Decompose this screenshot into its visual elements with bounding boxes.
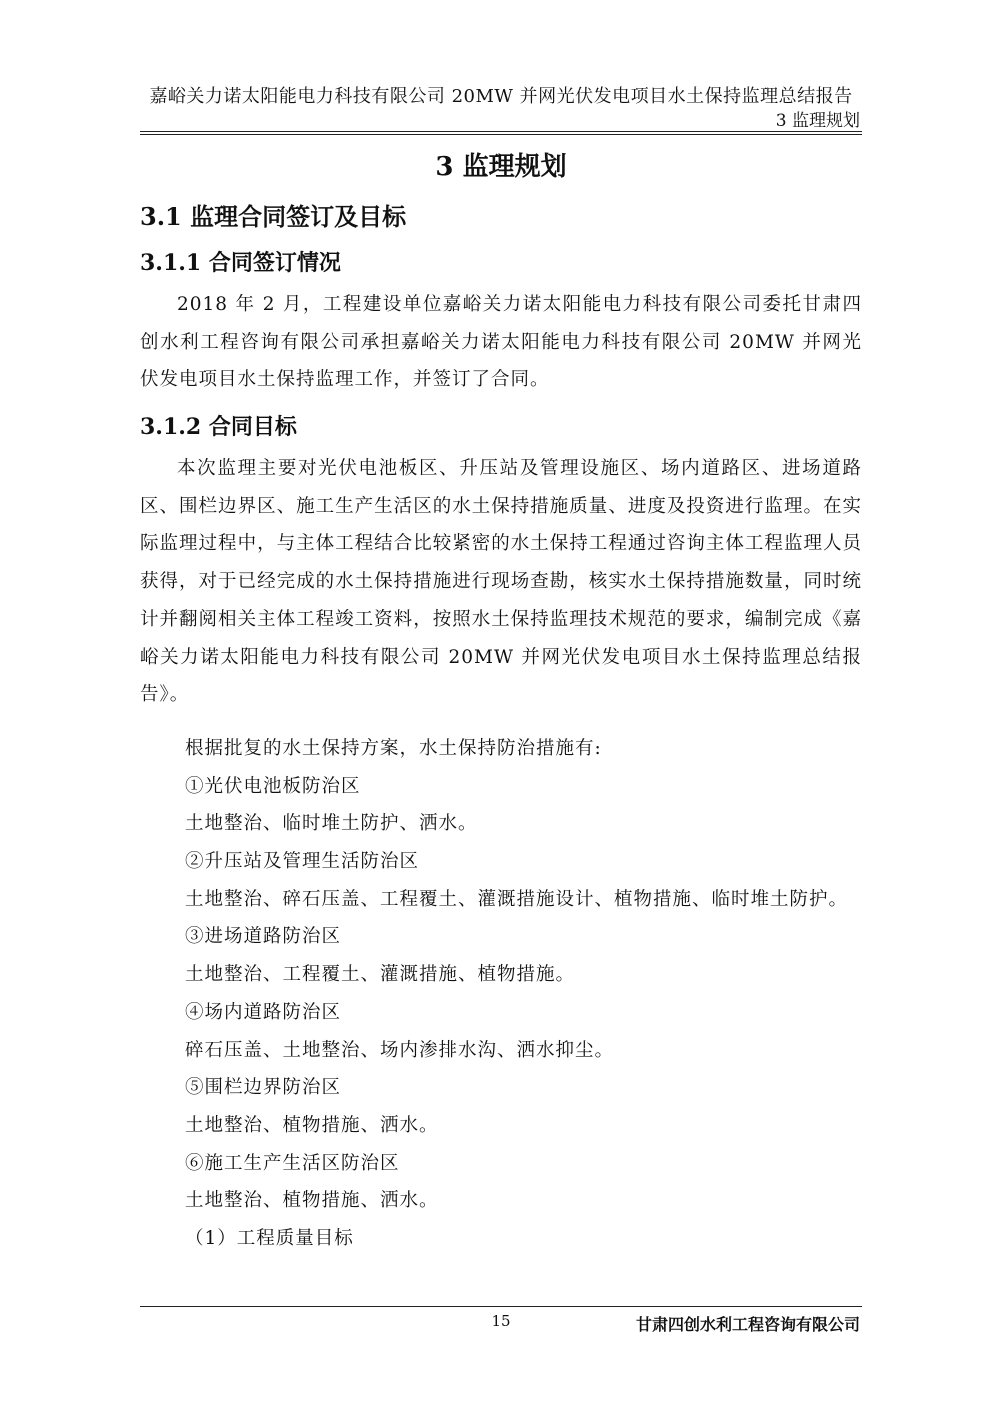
header-divider-thin	[140, 134, 862, 135]
contract-objective-paragraph: 本次监理主要对光伏电池板区、升压站及管理设施区、场内道路区、进场道路区、围栏边界区、施工生产生活区的水土保持措施质量、进度及投资进行监理。在实际监理过程中，与主体工程结合比较紧密的水土保持工程通过咨询主体工程监理人员获得，对于已经完成的水土保持措施进行现场查勘，核实水土保持措施数量，同时统计并翻阅相关主体工程竣工资料，按照水土保持监理技术规范的要求，编制完成《嘉峪关力诺太阳能电力科技有限公司 20MW 并网光伏发电项目水土保持监理总结报告》。	[140, 458, 862, 706]
list-item: （1）工程质量目标	[185, 1227, 354, 1249]
measures-list	[140, 730, 862, 1258]
running-header-chapter: 3 监理规划	[775, 111, 860, 131]
list-item: ③进场道路防治区	[185, 926, 342, 948]
list-item: 碎石压盖、土地整治、场内渗排水沟、洒水抑尘。	[185, 1039, 615, 1061]
list-item: ②升压站及管理生活防治区	[185, 851, 420, 873]
list-item: 土地整治、植物措施、洒水。	[185, 1190, 439, 1212]
list-item: 土地整治、临时堆土防护、洒水。	[185, 813, 478, 835]
list-item: 土地整治、碎石压盖、工程覆土、灌溉措施设计、植物措施、临时堆土防护。	[185, 888, 849, 910]
list-item: 根据批复的水土保持方案，水土保持防治措施有:	[185, 738, 602, 759]
list-item: ⑥施工生产生活区防治区	[185, 1152, 400, 1174]
list-item: ⑤围栏边界防治区	[185, 1077, 342, 1099]
contract-signing-paragraph: 2018 年 2 月，工程建设单位嘉峪关力诺太阳能电力科技有限公司委托甘肃四创水利工程咨询有限公司承担嘉峪关力诺太阳能电力科技有限公司 20MW 并网光伏发电项目水土保持监理工作，并签订了合同。	[140, 294, 862, 391]
list-item: ①光伏电池板防治区	[185, 775, 361, 797]
running-header-title: 嘉峪关力诺太阳能电力科技有限公司 20MW 并网光伏发电项目水土保持监理总结报告	[149, 86, 853, 107]
section-heading-3-1: 3.1 监理合同签订及目标	[140, 202, 407, 231]
header-divider	[140, 131, 862, 132]
list-item: 土地整治、工程覆土、灌溉措施、植物措施。	[185, 964, 576, 986]
footer-divider	[140, 1306, 862, 1307]
subsection-heading-3-1-1: 3.1.1 合同签订情况	[140, 250, 341, 276]
list-item: 土地整治、植物措施、洒水。	[185, 1114, 439, 1136]
page-number: 15	[491, 1312, 511, 1330]
chapter-title: 3 监理规划	[435, 152, 567, 182]
subsection-heading-3-1-2: 3.1.2 合同目标	[140, 414, 297, 440]
list-item: ④场内道路防治区	[185, 1001, 342, 1023]
footer-company-name: 甘肃四创水利工程咨询有限公司	[635, 1315, 860, 1334]
